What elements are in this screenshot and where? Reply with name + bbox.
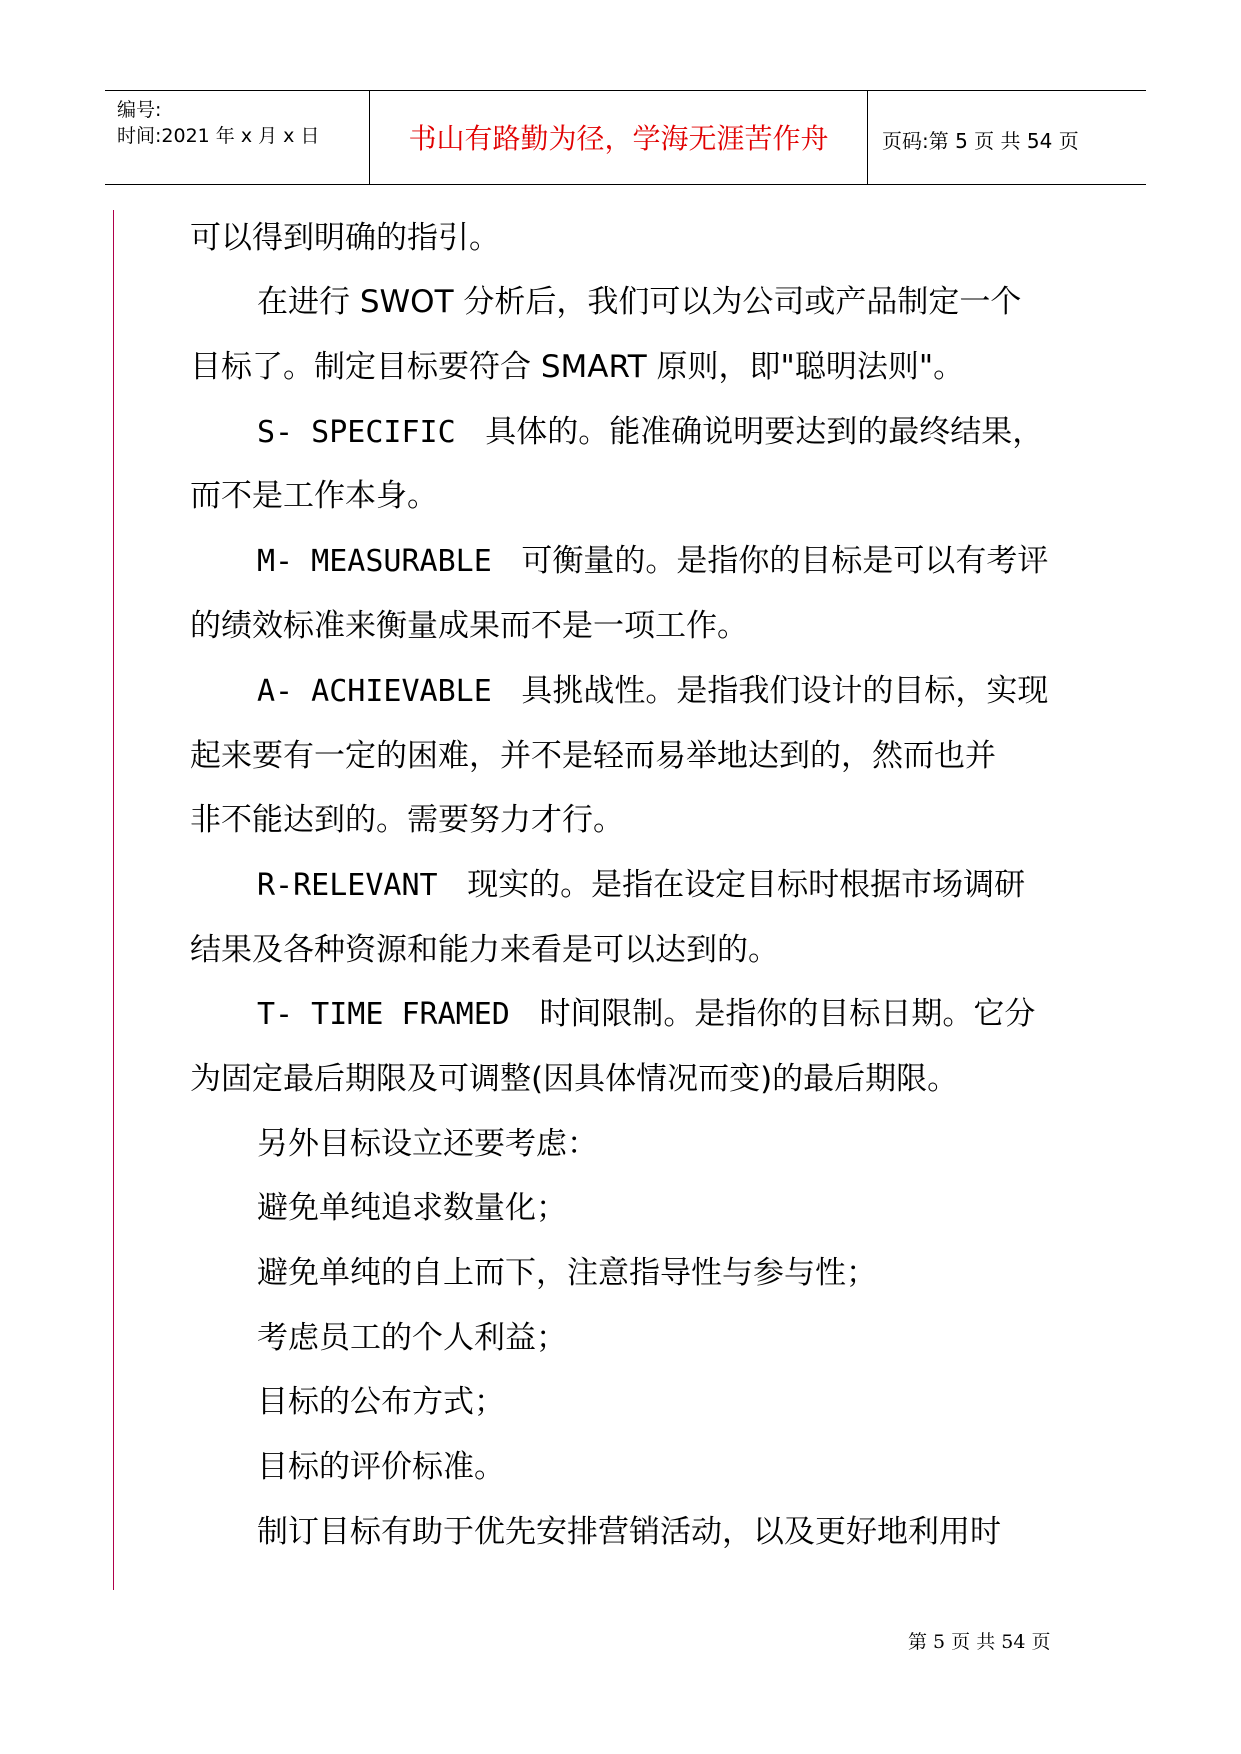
- smart-description: 时间限制。是指你的目标日期。它分: [539, 996, 1036, 1032]
- page-code: 页码:第 5 页 共 54 页: [882, 129, 1079, 153]
- text-line: 非不能达到的。需要努力才行。: [190, 802, 624, 838]
- text-line: 结果及各种资源和能力来看是可以达到的。: [190, 932, 779, 968]
- page-footer: 第 5 页 共 54 页: [908, 1631, 1051, 1653]
- text-line: 目标了。制定目标要符合 SMART 原则，即"聪明法则"。: [190, 349, 965, 385]
- smart-keyword: R-RELEVANT: [257, 868, 438, 903]
- header-motto-cell: [370, 91, 868, 184]
- smart-description: 具挑战性。是指我们设计的目标，实现: [521, 673, 1049, 709]
- text-line: 为固定最后期限及可调整(因具体情况而变)的最后期限。: [190, 1061, 959, 1097]
- time-label: 时间:2021 年 x 月 x 日: [117, 125, 320, 147]
- smart-keyword: T- TIME FRAMED: [257, 997, 510, 1032]
- text-line: 的绩效标准来衡量成果而不是一项工作。: [190, 608, 748, 644]
- smart-description: 具体的。能准确说明要达到的最终结果，: [485, 414, 1044, 450]
- text-line: 目标的公布方式；: [257, 1384, 505, 1420]
- text-line: [257, 671, 1048, 712]
- smart-keyword: A- ACHIEVABLE: [257, 674, 492, 709]
- smart-keyword: M- MEASURABLE: [257, 544, 492, 579]
- text-line: 避免单纯追求数量化；: [257, 1190, 567, 1226]
- motto-text: 书山有路勤为径，学海无涯苦作舟: [408, 122, 829, 155]
- header-page-cell: [868, 91, 1146, 184]
- margin-line: [113, 210, 114, 1590]
- page-header: [105, 90, 1146, 185]
- text-line: 目标的评价标准。: [257, 1449, 505, 1485]
- smart-description: 现实的。是指在设定目标时根据市场调研: [467, 867, 1026, 903]
- text-line: 而不是工作本身。: [190, 478, 438, 514]
- text-line: 起来要有一定的困难，并不是轻而易举地达到的，然而也并: [190, 738, 996, 774]
- text-line: [257, 412, 1043, 453]
- text-line: 避免单纯的自上而下，注意指导性与参与性；: [257, 1255, 877, 1291]
- text-line: 在进行 SWOT 分析后，我们可以为公司或产品制定一个: [257, 284, 1022, 320]
- text-line: 另外目标设立还要考虑：: [257, 1126, 598, 1162]
- text-line: [257, 994, 1035, 1035]
- text-line: [257, 865, 1025, 906]
- smart-keyword: S- SPECIFIC: [257, 415, 456, 450]
- number-label: 编号:: [117, 99, 162, 121]
- text-line: 考虑员工的个人利益；: [257, 1320, 567, 1356]
- text-line: 可以得到明确的指引。: [190, 220, 500, 256]
- smart-description: 可衡量的。是指你的目标是可以有考评: [521, 543, 1049, 579]
- text-line: 制订目标有助于优先安排营销活动，以及更好地利用时: [257, 1514, 1001, 1550]
- header-info-cell: [105, 91, 370, 184]
- text-line: [257, 541, 1048, 582]
